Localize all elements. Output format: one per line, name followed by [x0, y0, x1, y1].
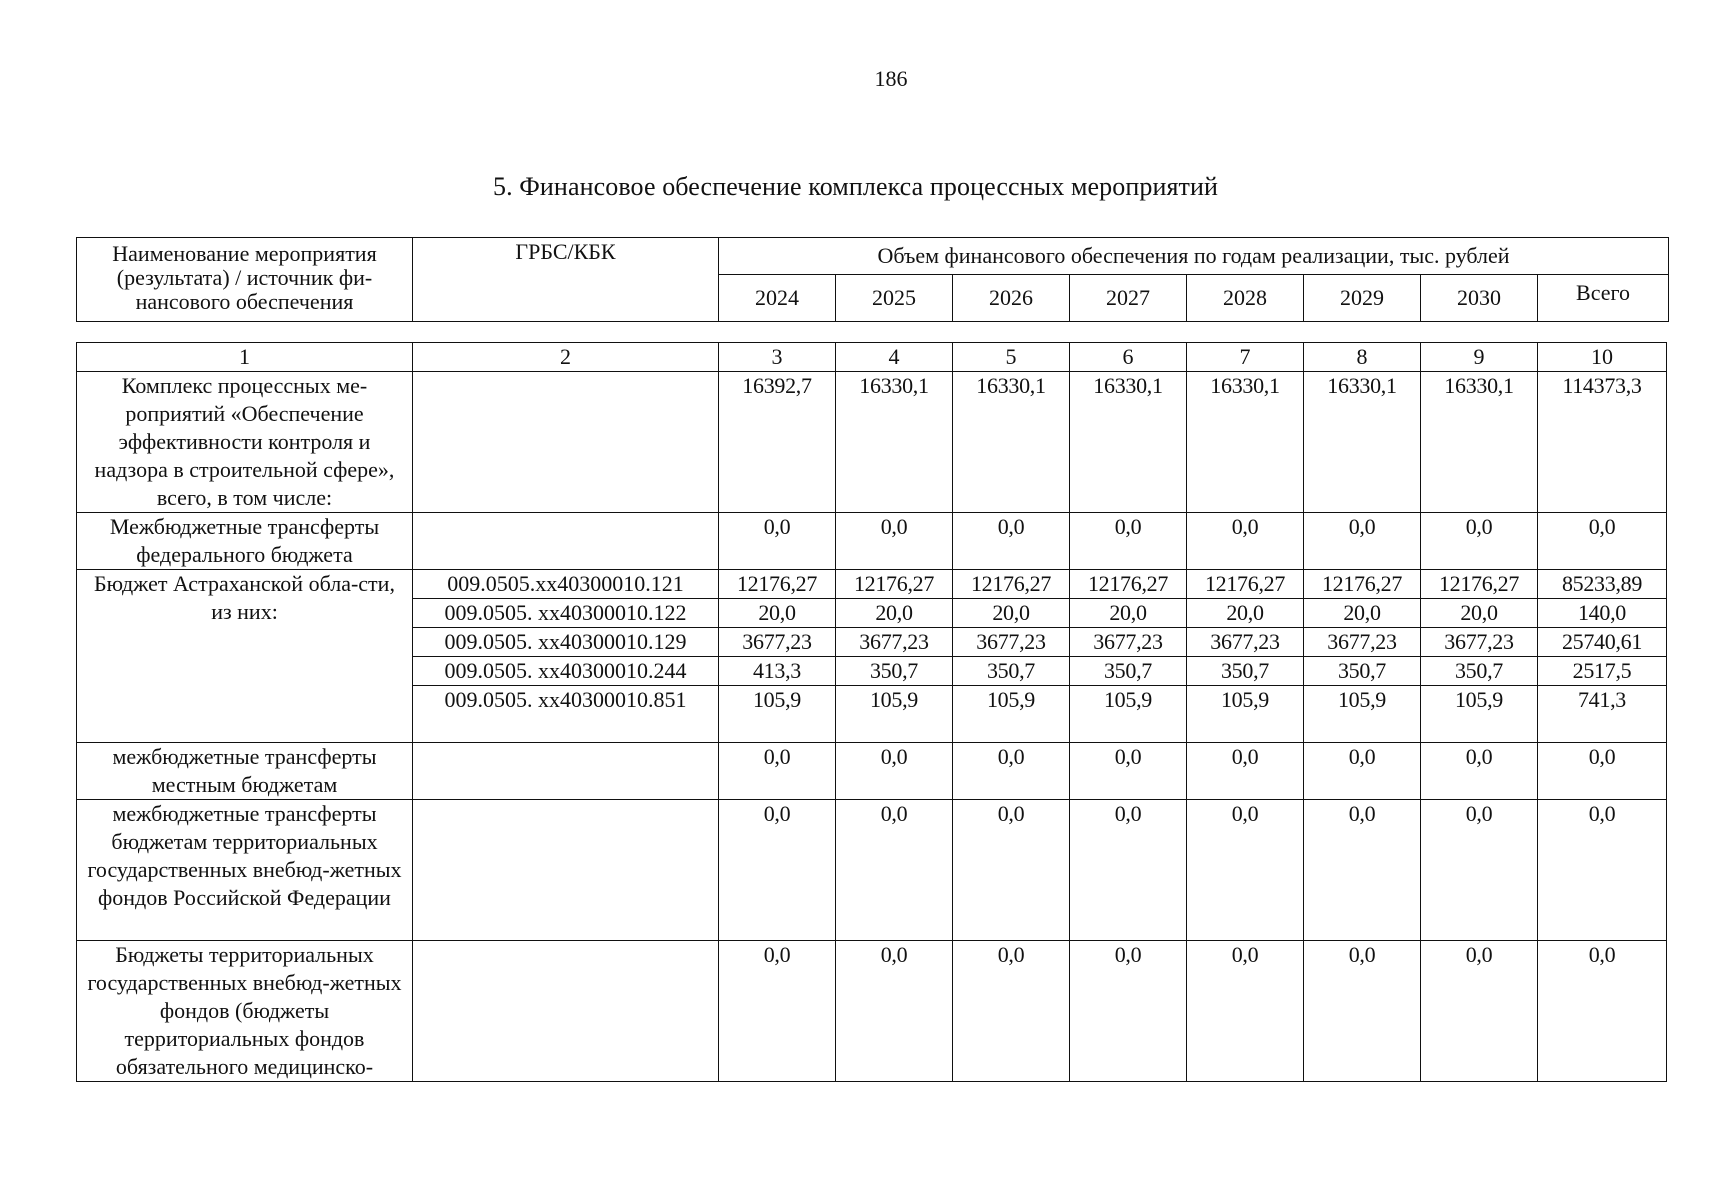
- value-cell: 12176,27: [1304, 570, 1421, 599]
- value-cell: 0,0: [953, 941, 1070, 1082]
- value-cell: 0,0: [1187, 941, 1304, 1082]
- value-cell: 0,0: [953, 800, 1070, 941]
- value-cell: 0,0: [1304, 513, 1421, 570]
- column-number: 3: [719, 343, 836, 372]
- value-cell: 105,9: [1070, 686, 1187, 743]
- column-number: 2: [413, 343, 719, 372]
- value-cell: 20,0: [1070, 599, 1187, 628]
- value-cell: 350,7: [1304, 657, 1421, 686]
- value-cell: 0,0: [836, 513, 953, 570]
- table-row: [77, 513, 1667, 570]
- column-number-row: [77, 343, 1667, 372]
- value-cell: 12176,27: [1070, 570, 1187, 599]
- value-cell: 20,0: [719, 599, 836, 628]
- value-cell: 20,0: [953, 599, 1070, 628]
- header-year: 2027: [1070, 275, 1187, 322]
- value-cell: 16330,1: [1421, 372, 1538, 513]
- column-number: 5: [953, 343, 1070, 372]
- row-kbk: [413, 743, 719, 800]
- header-name-column: Наименование мероприятия (результата) / источник фи-нансового обеспечения: [77, 238, 413, 322]
- value-cell: 16330,1: [953, 372, 1070, 513]
- header-year: 2026: [953, 275, 1070, 322]
- row-kbk: 009.0505. xx40300010.122: [413, 599, 719, 628]
- value-cell: 140,0: [1538, 599, 1667, 628]
- value-cell: 16330,1: [1070, 372, 1187, 513]
- value-cell: 20,0: [1187, 599, 1304, 628]
- value-cell: 0,0: [1187, 743, 1304, 800]
- value-cell: 0,0: [836, 941, 953, 1082]
- value-cell: 0,0: [1070, 743, 1187, 800]
- row-name: межбюджетные трансферты местным бюджетам: [77, 743, 413, 800]
- value-cell: 0,0: [1421, 513, 1538, 570]
- value-cell: 0,0: [719, 513, 836, 570]
- value-cell: 16330,1: [1304, 372, 1421, 513]
- value-cell: 3677,23: [1187, 628, 1304, 657]
- value-cell: 0,0: [1421, 941, 1538, 1082]
- value-cell: 0,0: [1070, 941, 1187, 1082]
- value-cell: 741,3: [1538, 686, 1667, 743]
- value-cell: 16330,1: [836, 372, 953, 513]
- column-number: 8: [1304, 343, 1421, 372]
- value-cell: 3677,23: [1070, 628, 1187, 657]
- value-cell: 350,7: [1070, 657, 1187, 686]
- value-cell: 20,0: [1421, 599, 1538, 628]
- value-cell: 0,0: [836, 800, 953, 941]
- value-cell: 0,0: [953, 743, 1070, 800]
- value-cell: 0,0: [1304, 800, 1421, 941]
- value-cell: 0,0: [836, 743, 953, 800]
- row-kbk: 009.0505.xx40300010.121: [413, 570, 719, 599]
- column-number: 1: [77, 343, 413, 372]
- value-cell: 16330,1: [1187, 372, 1304, 513]
- value-cell: 105,9: [719, 686, 836, 743]
- value-cell: 12176,27: [836, 570, 953, 599]
- value-cell: 12176,27: [953, 570, 1070, 599]
- value-cell: 0,0: [1304, 743, 1421, 800]
- row-kbk: [413, 800, 719, 941]
- value-cell: 85233,89: [1538, 570, 1667, 599]
- header-year: 2028: [1187, 275, 1304, 322]
- row-name: межбюджетные трансферты бюджетам территориальных государственных внебюд-жетных фондов Российской Федерации: [77, 800, 413, 941]
- column-number: 7: [1187, 343, 1304, 372]
- row-kbk: [413, 372, 719, 513]
- table-header: [76, 237, 1669, 322]
- value-cell: 3677,23: [953, 628, 1070, 657]
- column-number: 9: [1421, 343, 1538, 372]
- column-number: 10: [1538, 343, 1667, 372]
- value-cell: 105,9: [836, 686, 953, 743]
- header-volume-column: Объем финансового обеспечения по годам реализации, тыс. рублей: [719, 238, 1669, 275]
- value-cell: 0,0: [1538, 800, 1667, 941]
- value-cell: 413,3: [719, 657, 836, 686]
- row-name: Бюджет Астраханской обла-сти, из них:: [77, 570, 413, 743]
- value-cell: 105,9: [1304, 686, 1421, 743]
- value-cell: 0,0: [719, 941, 836, 1082]
- table-row: [77, 743, 1667, 800]
- header-year: 2025: [836, 275, 953, 322]
- document-title: 5. Финансовое обеспечение комплекса процессных мероприятий: [492, 172, 1219, 201]
- header-total: Всего: [1538, 275, 1669, 322]
- row-kbk: 009.0505. xx40300010.851: [413, 686, 719, 743]
- value-cell: 105,9: [1421, 686, 1538, 743]
- value-cell: 20,0: [1304, 599, 1421, 628]
- value-cell: 0,0: [1421, 743, 1538, 800]
- header-year: 2029: [1304, 275, 1421, 322]
- value-cell: 25740,61: [1538, 628, 1667, 657]
- value-cell: 350,7: [953, 657, 1070, 686]
- value-cell: 12176,27: [1187, 570, 1304, 599]
- value-cell: 12176,27: [719, 570, 836, 599]
- row-kbk: [413, 513, 719, 570]
- value-cell: 3677,23: [719, 628, 836, 657]
- value-cell: 20,0: [836, 599, 953, 628]
- value-cell: 0,0: [953, 513, 1070, 570]
- header-year: 2024: [719, 275, 836, 322]
- value-cell: 105,9: [953, 686, 1070, 743]
- value-cell: 3677,23: [836, 628, 953, 657]
- value-cell: 3677,23: [1421, 628, 1538, 657]
- value-cell: 0,0: [1304, 941, 1421, 1082]
- value-cell: 0,0: [1070, 800, 1187, 941]
- value-cell: 350,7: [1187, 657, 1304, 686]
- value-cell: 0,0: [719, 800, 836, 941]
- value-cell: 0,0: [1538, 941, 1667, 1082]
- page-number: 186: [874, 66, 908, 91]
- value-cell: 350,7: [836, 657, 953, 686]
- row-kbk: 009.0505. xx40300010.129: [413, 628, 719, 657]
- value-cell: 0,0: [719, 743, 836, 800]
- financing-table: [76, 342, 1667, 1082]
- value-cell: 12176,27: [1421, 570, 1538, 599]
- column-number: 4: [836, 343, 953, 372]
- column-number: 6: [1070, 343, 1187, 372]
- value-cell: 0,0: [1421, 800, 1538, 941]
- value-cell: 0,0: [1187, 513, 1304, 570]
- value-cell: 0,0: [1538, 743, 1667, 800]
- table-row: [77, 372, 1667, 513]
- row-name: Межбюджетные трансферты федерального бюджета: [77, 513, 413, 570]
- row-name: Бюджеты территориальных государственных внебюд-жетных фондов (бюджеты территориальных фондов обязательного медицинско-: [77, 941, 413, 1082]
- table-row: [77, 941, 1667, 1082]
- value-cell: 105,9: [1187, 686, 1304, 743]
- value-cell: 16392,7: [719, 372, 836, 513]
- header-year: 2030: [1421, 275, 1538, 322]
- value-cell: 0,0: [1070, 513, 1187, 570]
- value-cell: 2517,5: [1538, 657, 1667, 686]
- header-grbs-column: ГРБС/КБК: [413, 238, 719, 322]
- row-kbk: [413, 941, 719, 1082]
- value-cell: 350,7: [1421, 657, 1538, 686]
- value-cell: 114373,3: [1538, 372, 1667, 513]
- table-row: [77, 570, 1667, 599]
- table-row: [77, 800, 1667, 941]
- row-name: Комплекс процессных ме-роприятий «Обеспечение эффективности контроля и надзора в строительной сфере», всего, в том числе:: [77, 372, 413, 513]
- row-kbk: 009.0505. xx40300010.244: [413, 657, 719, 686]
- value-cell: 0,0: [1538, 513, 1667, 570]
- value-cell: 3677,23: [1304, 628, 1421, 657]
- value-cell: 0,0: [1187, 800, 1304, 941]
